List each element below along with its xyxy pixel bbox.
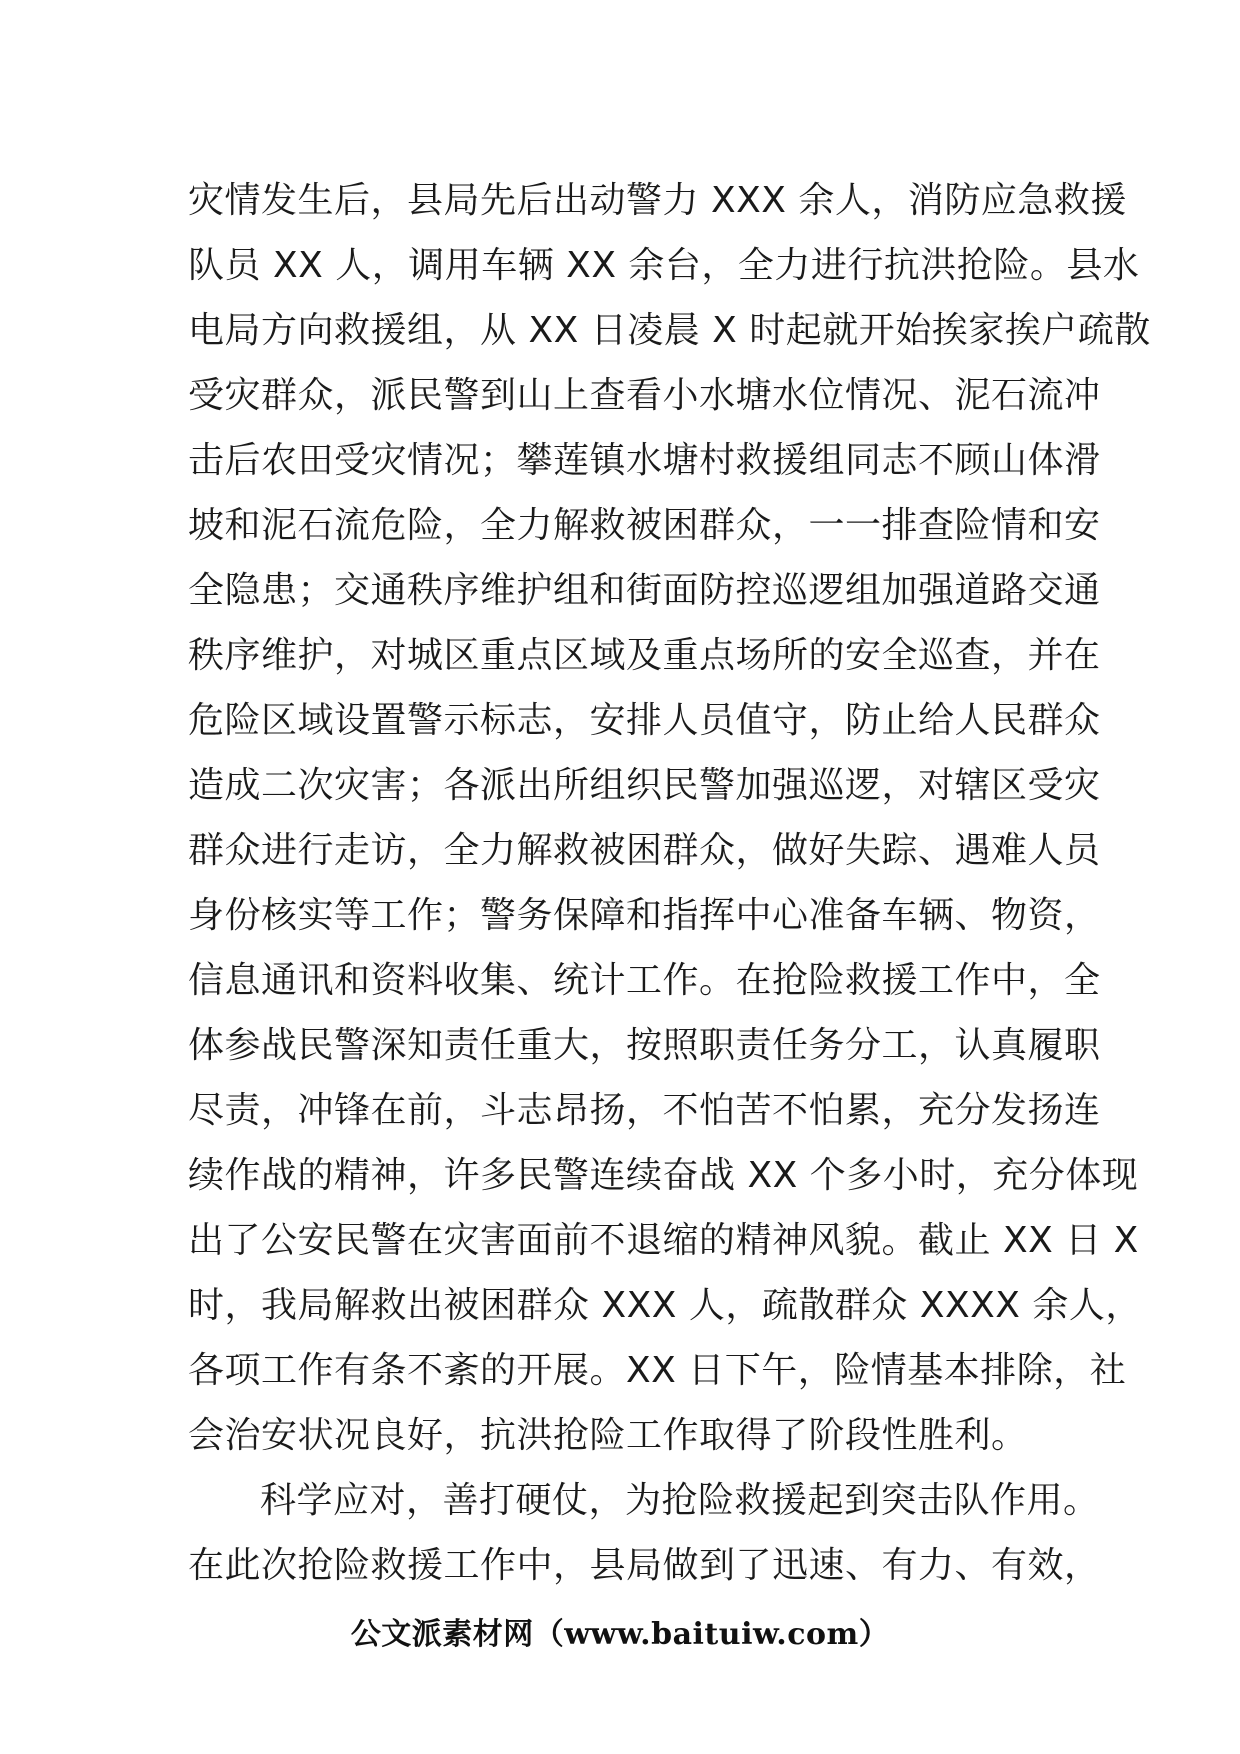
text-line: 灾情发生后，县局先后出动警力 XXX 余人，消防应急救援 <box>188 180 1127 221</box>
text-line: 时，我局解救出被困群众 XXX 人，疏散群众 XXXX 余人， <box>188 1285 1142 1326</box>
text-line: 电局方向救援组，从 XX 日凌晨 X 时起就开始挨家挨户疏散 <box>188 310 1151 351</box>
text-line: 体参战民警深知责任重大，按照职责任务分工，认真履职 <box>188 1025 1101 1066</box>
text-line: 受灾群众，派民警到山上查看小水塘水位情况、泥石流冲 <box>188 375 1101 416</box>
text-line: 造成二次灾害；各派出所组织民警加强巡逻，对辖区受灾 <box>188 765 1101 806</box>
text-line: 会治安状况良好，抗洪抢险工作取得了阶段性胜利。 <box>188 1415 1028 1456</box>
text-line: 坡和泥石流危险，全力解救被困群众，一一排查险情和安 <box>188 505 1101 546</box>
text-line: 秩序维护，对城区重点区域及重点场所的安全巡查，并在 <box>188 635 1101 676</box>
paragraph-heading: 科学应对，善打硬仗，为抢险救援起到突击队作用。 <box>260 1480 1100 1521</box>
text-line: 在此次抢险救援工作中，县局做到了迅速、有力、有效， <box>188 1545 1101 1586</box>
text-line: 身份核实等工作；警务保障和指挥中心准备车辆、物资， <box>188 895 1101 936</box>
footer-watermark: 公文派素材网（www.baituiw.com） <box>350 1617 890 1652</box>
text-line: 续作战的精神，许多民警连续奋战 XX 个多小时，充分体现 <box>188 1155 1139 1196</box>
text-line: 危险区域设置警示标志，安排人员值守，防止给人民群众 <box>188 700 1101 741</box>
body-text <box>188 168 1151 1598</box>
text-line: 出了公安民警在灾害面前不退缩的精神风貌。截止 XX 日 X <box>188 1220 1139 1261</box>
text-line: 群众进行走访，全力解救被困群众，做好失踪、遇难人员 <box>188 830 1101 871</box>
text-line: 全隐患；交通秩序维护组和街面防控巡逻组加强道路交通 <box>188 570 1101 611</box>
text-line: 各项工作有条不紊的开展。XX 日下午，险情基本排除，社 <box>188 1350 1127 1391</box>
text-line: 击后农田受灾情况；攀莲镇水塘村救援组同志不顾山体滑 <box>188 440 1101 481</box>
text-line: 尽责，冲锋在前，斗志昂扬，不怕苦不怕累，充分发扬连 <box>188 1090 1101 1131</box>
text-line: 信息通讯和资料收集、统计工作。在抢险救援工作中，全 <box>188 960 1101 1001</box>
text-line: 队员 XX 人，调用车辆 XX 余台，全力进行抗洪抢险。县水 <box>188 245 1140 286</box>
